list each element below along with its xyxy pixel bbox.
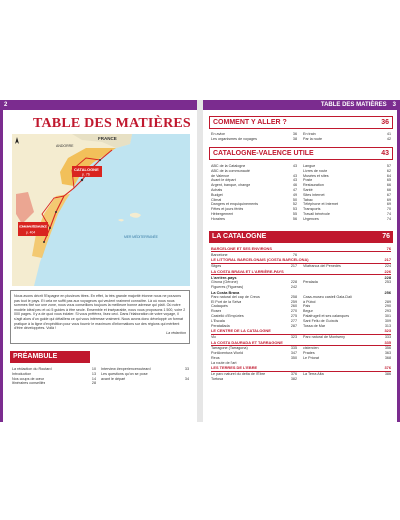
toc-entry-label: La Terra Alta — [303, 371, 324, 376]
toc-entry-page: 47 — [292, 187, 297, 192]
toc-entry-page: 43 — [292, 178, 297, 183]
page-number-right: 3 — [392, 102, 396, 108]
toc-entry-label: ABC de la Catalogne — [211, 164, 246, 168]
toc-entry-label: Begur — [303, 309, 313, 314]
toc-entry-page: 323 — [290, 334, 297, 339]
toc-entry-label: Sant Feliu de Guíxols — [303, 318, 339, 323]
toc-entry-label: Peralada — [303, 280, 318, 285]
section-title-catalogne-valence-utile: CATALOGNE-VALENCE UTILE 43 — [209, 147, 393, 160]
toc-entry-page: 376 — [290, 371, 297, 376]
book-gutter — [197, 100, 203, 422]
toc-entry-page: 70 — [386, 207, 391, 212]
toc-entry-label: Urgences — [303, 216, 319, 221]
intro-box — [10, 290, 190, 344]
toc-entry-label: Avant le départ — [211, 178, 236, 183]
map-label-catalogne: CATALOGNE — [74, 167, 99, 172]
toc-entry-label: Langue — [303, 164, 316, 168]
toc-entry-label: Pals — [303, 304, 311, 309]
toc-entry — [211, 137, 297, 142]
subsection-heading-page: 256 — [384, 289, 391, 295]
toc-entry — [303, 356, 391, 361]
toc-entry-label: Sites internet — [303, 192, 325, 197]
toc-entry-label: Transports — [303, 207, 321, 212]
toc-entry-page: 49 — [292, 192, 297, 197]
toc-entry-label: avant le départ — [101, 376, 126, 381]
toc-entry-page: 382 — [290, 376, 297, 381]
toc-entry-page: 260 — [290, 304, 297, 309]
toc-entry-label: Les organismes de voyages — [211, 136, 257, 141]
toc-entry — [303, 217, 391, 222]
toc-entry-label: Le Priorat — [303, 355, 319, 360]
toc-entry-page: 66 — [386, 187, 391, 192]
toc-entry-label: En train — [303, 132, 316, 136]
toc-entry-label: Tortosa — [211, 376, 224, 381]
toc-entry-label: Tarragone (Tarragona) — [211, 346, 248, 351]
catalogne-valence-column-2 — [303, 164, 391, 222]
toc-entry-page: 275 — [290, 313, 297, 318]
toc-entry-label: Musées et sites — [303, 173, 329, 178]
toc-entry-page: 74 — [386, 211, 391, 216]
subsection-heading-label: LE CENTRE DE LA CATALOGNE — [211, 328, 271, 334]
map-label-mer: MER MÉDITERRANÉE — [124, 235, 158, 239]
toc-entry-page: 253 — [384, 280, 391, 285]
catalogne-entry-cell — [211, 377, 297, 382]
toc-entry-page: 350 — [290, 355, 297, 360]
toc-entry-page: 289 — [384, 299, 391, 304]
toc-entry — [12, 381, 96, 386]
toc-entry-page: 36 — [292, 132, 297, 136]
toc-entry-label: Parc natural de Montseny — [303, 334, 346, 339]
toc-entry-label: Achats — [211, 187, 223, 192]
comment-y-aller-column-1 — [211, 132, 297, 142]
toc-entry-label: Vilafranca del Penedès — [303, 263, 341, 268]
toc-entry-page: 309 — [384, 318, 391, 323]
toc-entry-page: 228 — [290, 280, 297, 285]
intro-signature: La rédaction — [166, 330, 186, 335]
toc-entry-label: Cadaqués — [211, 304, 228, 309]
map-label-catalogne-page: p. 76 — [82, 172, 90, 177]
toc-entry-page: 13 — [91, 371, 96, 376]
toc-entry-label: Figueres (Figueras) — [211, 284, 244, 289]
toc-entry-page: 258 — [290, 294, 297, 299]
toc-entry-page: 217 — [290, 263, 297, 268]
toc-entry-page: 293 — [384, 309, 391, 314]
toc-entry-page: 290 — [384, 304, 391, 309]
subsection-heading-page: 335 — [384, 339, 391, 345]
subsection-heading-label: La Costa Brava — [211, 289, 240, 295]
toc-entry — [303, 372, 391, 377]
toc-entry-page: 33 — [184, 367, 189, 371]
section-title-preambule: PRÉAMBULE — [10, 351, 90, 363]
toc-entry-label: Travail bénévole — [303, 211, 330, 216]
toc-entry — [101, 377, 189, 382]
section-title-la-catalogne: LA CATALOGNE 76 — [209, 231, 393, 243]
catalogne-valence-column-1 — [211, 164, 297, 222]
toc-entry-page: 67 — [386, 192, 391, 197]
subsection-heading-label: LE LITTORAL BARCELONAIS (COSTA BARCELONA) — [211, 257, 309, 263]
toc-entry-label: La rédaction du Routard — [12, 367, 52, 371]
toc-entry-label: Casa-museu castell Gala-Dalí — [303, 294, 352, 299]
toc-entry-label: Introduction — [12, 371, 32, 376]
toc-entry-label: Girona (Gérone) — [211, 280, 238, 285]
toc-entry-label: Interview #experiencerouteard — [101, 367, 151, 371]
toc-entry-label: Tabac — [303, 197, 313, 202]
subsection-heading-page: 217 — [384, 257, 391, 263]
toc-entry-page: 363 — [384, 350, 391, 355]
running-header-left — [0, 100, 197, 110]
toc-entry-page: 46 — [292, 183, 297, 188]
subsection-heading-page: 226 — [384, 268, 391, 274]
map-label-valence: COMMUNAUTÉ DE VALENCE — [19, 224, 47, 229]
map-label-andorre: ANDORRE — [56, 144, 74, 148]
toc-entry-page: 259 — [290, 299, 297, 304]
toc-entry-label: Budget — [211, 192, 223, 197]
region-map — [12, 134, 190, 286]
toc-entry-page: 242 — [290, 284, 297, 289]
catalogne-entry-cell — [303, 372, 391, 377]
toc-entry-page: 287 — [290, 323, 297, 328]
toc-entry-label: Parc natural del cap de Creus — [211, 294, 260, 299]
toc-entry-page: 270 — [290, 309, 297, 314]
toc-entry-label: L'Escala — [211, 318, 225, 323]
subsection-heading-label: BARCELONE ET SES ENVIRONS — [211, 246, 272, 251]
subsection-heading-label: LA COSTA DAURADA ET TARRAGONE — [211, 339, 283, 345]
toc-entry-page: 69 — [386, 202, 391, 207]
toc-entry-label: Tossa de Mar — [303, 323, 326, 328]
map-label-france: FRANCE — [98, 136, 117, 141]
intro-text: Nous avons décrit l'Espagne en plusieurs titres. En effet, la très grande majorité étonne nous ne pouvons pas tout le pays. Et cela ne suffit pas aux voyageurs qui veulent vraiment connaître. Là où nous nous sommes fixé sur une zone, nous vous conseillons toujours la meilleure bonne adresse qui plaît. Où notre modèle idéal peu et où 5 guides à être seule. Ensemble et inséparable, nous vous proposons 1 500, voire 2 000 pages. Il y a de quoi vous éclater. Si vous préférez, lisez ceci. Dans l'élaboration de votre voyage, il s'agit alors d'un guide qui détaillera ce qui vous intéresse vraiment. Nous avons donc développé un format pratique à la ligne d'expédition pour vous fournir le maximum d'informations sur des régions qui méritent d'être développées. Voilà ! — [14, 294, 186, 331]
toc-entry-page: 386 — [384, 371, 391, 376]
toc-entry-label: à Púbol — [303, 299, 316, 304]
toc-entry-label: Peratallada — [211, 323, 230, 328]
toc-entry — [303, 137, 391, 142]
toc-entry-label: Hébergement — [211, 211, 234, 216]
toc-entry-page: 333 — [384, 334, 391, 339]
catalogne-entry-cell — [303, 280, 391, 285]
toc-entry-page: 43 — [292, 173, 297, 178]
map-label-valence-page: p. 404 — [26, 230, 36, 235]
toc-entry-page: 66 — [386, 183, 391, 188]
toc-entry-page: 335 — [290, 346, 297, 351]
toc-entry — [303, 280, 391, 285]
book-spread — [0, 100, 400, 422]
toc-entry-label: Restauration — [303, 183, 324, 188]
subsection-heading-page: 228 — [384, 275, 391, 281]
toc-entry-page: 41 — [386, 132, 391, 136]
toc-entry-page: 14 — [91, 376, 96, 381]
running-header-right — [203, 100, 400, 110]
subsection-heading-page: 76 — [386, 246, 391, 251]
toc-entry-page: 62 — [386, 168, 391, 173]
toc-entry-page: 10 — [91, 367, 96, 371]
page-title: TABLE DES MATIÈRES — [33, 116, 191, 131]
toc-entry-page: 277 — [290, 318, 297, 323]
preambule-column-2 — [101, 367, 189, 381]
toc-entry-label: Téléphone et Internet — [303, 202, 339, 207]
toc-entry-page: 50 — [292, 197, 297, 202]
toc-entry-label: Par la route — [303, 136, 323, 141]
toc-entry-label: Les questions qu'on se pose — [101, 371, 148, 376]
toc-entry-label: Argent, banque, change — [211, 183, 251, 188]
toc-entry-label: Sitges — [211, 263, 222, 268]
toc-entry-label: Livres de route — [303, 168, 328, 173]
toc-entry-label: Palafrugell et ses calanques — [303, 313, 350, 318]
toc-entry-label: Castelló d'Empúries — [211, 313, 244, 318]
toc-entry-page: 43 — [292, 164, 297, 168]
toc-entry-page: 55 — [292, 211, 297, 216]
toc-entry-label: Poste — [303, 178, 313, 183]
catalogne-entry-cell — [303, 356, 391, 361]
subsection-heading-label: LA COSTA BRAVA ET L'ARRIÈRE-PAYS — [211, 268, 284, 274]
toc-entry-page: 74 — [386, 216, 391, 221]
toc-entry-label: La route de l'art — [211, 360, 237, 365]
toc-entry-label: Santé — [303, 187, 313, 192]
toc-entry-label: Vic — [211, 334, 217, 339]
toc-entry-page: 28 — [91, 381, 96, 386]
toc-entry-label: Nos coups de cœur — [12, 376, 45, 381]
toc-entry-page: 224 — [384, 263, 391, 268]
toc-entry-label: de Valence — [211, 173, 230, 178]
preambule-column-1 — [12, 367, 96, 386]
toc-entry-label: ABC de la communauté — [211, 168, 250, 173]
toc-entry-label: Roses — [211, 309, 222, 314]
toc-entry-page: 301 — [384, 313, 391, 318]
toc-entry-page: 65 — [386, 178, 391, 183]
toc-entry-page: 76 — [292, 252, 297, 257]
running-title: TABLE DES MATIÈRES — [320, 102, 387, 108]
toc-entry-page: 347 — [290, 350, 297, 355]
left-edge-band — [0, 110, 3, 422]
toc-entry-label: cistercien — [303, 346, 319, 351]
toc-entry-label: Fêtes et jours fériés — [211, 207, 244, 212]
toc-entry-page: 368 — [384, 355, 391, 360]
toc-entry-page: 52 — [292, 202, 297, 207]
toc-entry-label: El Port de la Selva — [211, 299, 242, 304]
toc-entry-label: En avion — [211, 132, 226, 136]
subsection-heading-page: 323 — [384, 328, 391, 334]
toc-entry-page: 313 — [384, 323, 391, 328]
toc-entry — [211, 377, 297, 382]
subsection-heading-page: 376 — [384, 365, 391, 371]
toc-entry-page: 69 — [386, 197, 391, 202]
toc-entry-label: Reus — [211, 355, 220, 360]
toc-entry-label: Horaires — [211, 216, 225, 221]
toc-entry-page: 38 — [292, 136, 297, 141]
toc-entry-page: 57 — [386, 164, 391, 168]
toc-entry-label: Dangers et enquiquinements — [211, 202, 259, 207]
section-title-comment-y-aller: COMMENT Y ALLER ? 36 — [209, 116, 393, 129]
comment-y-aller-column-2 — [303, 132, 391, 142]
toc-entry-page: 56 — [292, 216, 297, 221]
toc-entry-page: 64 — [386, 173, 391, 178]
toc-entry-label: Itinéraires conseillés — [12, 381, 46, 386]
toc-entry-page: 34 — [184, 376, 189, 381]
toc-entry-label: PortAventura World — [211, 350, 244, 355]
toc-entry-page: 42 — [386, 136, 391, 141]
toc-entry-page: 356 — [384, 346, 391, 351]
toc-entry-label: Climat — [211, 197, 222, 202]
toc-entry — [211, 217, 297, 222]
toc-entry-label: Le parc naturel du delta de l'Èbre — [211, 371, 266, 376]
subsection-heading-label: LES TERRES DE L'EBRE — [211, 365, 258, 371]
toc-entry-label: Prades — [303, 350, 315, 355]
toc-entry-page: 53 — [292, 207, 297, 212]
subsection-heading-label: L'arrière-pays — [211, 275, 237, 281]
page-number-left: 2 — [4, 102, 8, 108]
toc-entry-label: Barcelone — [211, 252, 228, 257]
